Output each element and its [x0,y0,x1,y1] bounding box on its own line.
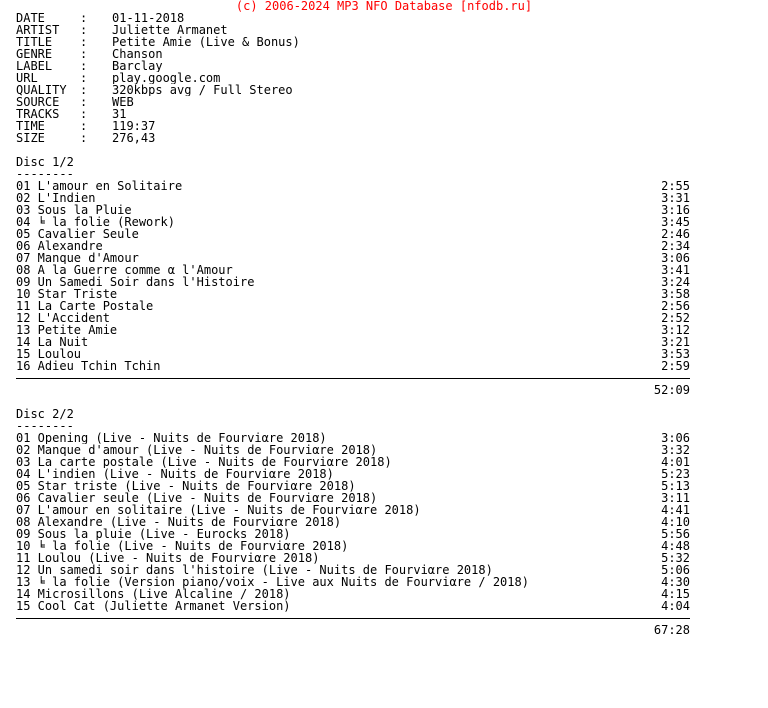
track-duration: 3:24 [661,276,690,288]
meta-row [16,84,690,96]
track-duration: 3:32 [661,444,690,456]
track-row [16,276,690,288]
track-title: 05 Cavalier Seule [16,228,139,240]
disc-title: Disc 1/2 [16,156,74,168]
meta-value: 119:37 [112,120,156,132]
disc-total-rule [16,612,690,624]
meta-separator: : [80,96,88,108]
track-duration: 3:12 [661,324,690,336]
track-duration: 2:46 [661,228,690,240]
meta-key: URL [16,72,38,84]
track-row [16,252,690,264]
track-row [16,312,690,324]
track-row [16,492,690,504]
track-row [16,600,690,612]
track-title: 11 La Carte Postale [16,300,154,312]
disc-total-rule [16,372,690,384]
track-row [16,540,690,552]
meta-row [16,72,690,84]
track-duration: 3:21 [661,336,690,348]
meta-separator: : [80,48,88,60]
track-row [16,516,690,528]
meta-row [16,120,690,132]
meta-row [16,60,690,72]
meta-separator: : [80,120,88,132]
track-duration: 3:06 [661,432,690,444]
track-duration: 2:52 [661,312,690,324]
track-title: 06 Cavalier seule (Live - Nuits de Fourviαre 2018) [16,492,378,504]
meta-row [16,12,690,24]
meta-row [16,96,690,108]
disc-total-duration: 67:28 [653,624,690,636]
track-row [16,456,690,468]
meta-key: QUALITY [16,84,67,96]
meta-key: TITLE [16,36,53,48]
disc-title-underline: -------- [16,420,74,432]
disc-section [16,156,690,408]
track-title: 14 Microsillons (Live Alcaline / 2018) [16,588,291,600]
track-duration: 5:06 [661,564,690,576]
track-title: 12 L'Accident [16,312,110,324]
meta-row [16,36,690,48]
track-duration: 4:15 [661,588,690,600]
track-title: 15 Cool Cat (Juliette Armanet Version) [16,600,291,612]
site-copyright-header: (c) 2006-2024 MP3 NFO Database [nfodb.ru] [235,0,533,13]
track-row [16,432,690,444]
track-title: 12 Un samedi soir dans l'histoire (Live - Nuits de Fourviαre 2018) [16,564,493,576]
disc-list [16,156,690,636]
track-row [16,324,690,336]
track-row [16,504,690,516]
track-duration: 4:48 [661,540,690,552]
track-duration: 5:32 [661,552,690,564]
meta-separator: : [80,12,88,24]
track-title: 10 ╘ la folie (Live - Nuits de Fourviαre 2018) [16,540,349,552]
track-row [16,240,690,252]
track-duration: 5:23 [661,468,690,480]
nfo-document [16,12,690,636]
meta-value: play.google.com [112,72,221,84]
track-row [16,588,690,600]
track-row [16,468,690,480]
disc-title-underline: -------- [16,168,74,180]
meta-separator: : [80,36,88,48]
meta-key: SIZE [16,132,45,144]
track-row [16,444,690,456]
track-title: 01 L'amour en Solitaire [16,180,183,192]
track-title: 16 Adieu Tchin Tchin [16,360,161,372]
track-duration: 4:30 [661,576,690,588]
track-duration: 4:01 [661,456,690,468]
track-duration: 3:58 [661,288,690,300]
meta-value: Chanson [112,48,163,60]
track-duration: 3:11 [661,492,690,504]
track-title: 07 L'amour en solitaire (Live - Nuits de Fourviαre 2018) [16,504,421,516]
track-duration: 5:56 [661,528,690,540]
disc-total-duration: 52:09 [653,384,690,396]
track-row [16,216,690,228]
track-row [16,360,690,372]
track-title: 13 ╘ la folie (Version piano/voix - Live aux Nuits de Fourviαre / 2018) [16,576,529,588]
track-row [16,564,690,576]
track-row [16,576,690,588]
track-row [16,180,690,192]
track-duration: 3:31 [661,192,690,204]
meta-separator: : [80,60,88,72]
track-title: 15 Loulou [16,348,82,360]
track-row [16,300,690,312]
meta-key: SOURCE [16,96,60,108]
meta-key: TIME [16,120,45,132]
track-title: 09 Sous la pluie (Live - Eurocks 2018) [16,528,291,540]
meta-value: Juliette Armanet [112,24,228,36]
track-duration: 2:34 [661,240,690,252]
track-duration: 4:10 [661,516,690,528]
track-duration: 4:41 [661,504,690,516]
track-title: 09 Un Samedi Soir dans l'Histoire [16,276,255,288]
meta-value: 01-11-2018 [112,12,185,24]
spacer [16,396,690,408]
meta-value: 31 [112,108,127,120]
track-duration: 2:56 [661,300,690,312]
meta-row [16,132,690,144]
track-title: 08 A la Guerre comme α l'Amour [16,264,233,276]
track-duration: 3:53 [661,348,690,360]
track-duration: 5:13 [661,480,690,492]
track-title: 02 Manque d'amour (Live - Nuits de Fourviαre 2018) [16,444,378,456]
release-metadata [16,12,690,144]
meta-value: Barclay [112,60,163,72]
track-row [16,204,690,216]
track-row [16,192,690,204]
track-duration: 3:45 [661,216,690,228]
track-duration: 3:41 [661,264,690,276]
meta-row [16,24,690,36]
meta-separator: : [80,84,88,96]
meta-separator: : [80,72,88,84]
track-row [16,336,690,348]
track-duration: 3:16 [661,204,690,216]
track-duration: 2:59 [661,360,690,372]
track-title: 03 La carte postale (Live - Nuits de Fourviαre 2018) [16,456,392,468]
meta-key: ARTIST [16,24,60,36]
track-duration: 2:55 [661,180,690,192]
spacer [16,144,690,156]
meta-separator: : [80,108,88,120]
track-title: 04 L'indien (Live - Nuits de Fourviαre 2018) [16,468,334,480]
track-title: 01 Opening (Live - Nuits de Fourviαre 2018) [16,432,327,444]
meta-row [16,108,690,120]
track-title: 10 Star Triste [16,288,118,300]
track-duration: 3:06 [661,252,690,264]
meta-value: WEB [112,96,134,108]
track-row [16,228,690,240]
meta-key: DATE [16,12,45,24]
meta-value: 276,43 [112,132,156,144]
track-row [16,264,690,276]
meta-separator: : [80,24,88,36]
track-title: 14 La Nuit [16,336,89,348]
meta-value: Petite Amie (Live & Bonus) [112,36,300,48]
track-title: 07 Manque d'Amour [16,252,139,264]
track-duration: 4:04 [661,600,690,612]
meta-value: 320kbps avg / Full Stereo [112,84,293,96]
meta-key: TRACKS [16,108,60,120]
track-row [16,528,690,540]
track-title: 02 L'Indien [16,192,96,204]
track-title: 13 Petite Amie [16,324,118,336]
track-title: 05 Star triste (Live - Nuits de Fourviαre 2018) [16,480,356,492]
meta-key: GENRE [16,48,53,60]
track-title: 08 Alexandre (Live - Nuits de Fourviαre 2018) [16,516,342,528]
meta-key: LABEL [16,60,53,72]
track-row [16,480,690,492]
meta-row [16,48,690,60]
track-row [16,288,690,300]
track-title: 04 ╘ la folie (Rework) [16,216,175,228]
disc-section [16,408,690,636]
track-title: 06 Alexandre [16,240,103,252]
meta-separator: : [80,132,88,144]
disc-title: Disc 2/2 [16,408,74,420]
track-row [16,348,690,360]
track-row [16,552,690,564]
track-title: 03 Sous la Pluie [16,204,132,216]
track-title: 11 Loulou (Live - Nuits de Fourviαre 2018) [16,552,320,564]
